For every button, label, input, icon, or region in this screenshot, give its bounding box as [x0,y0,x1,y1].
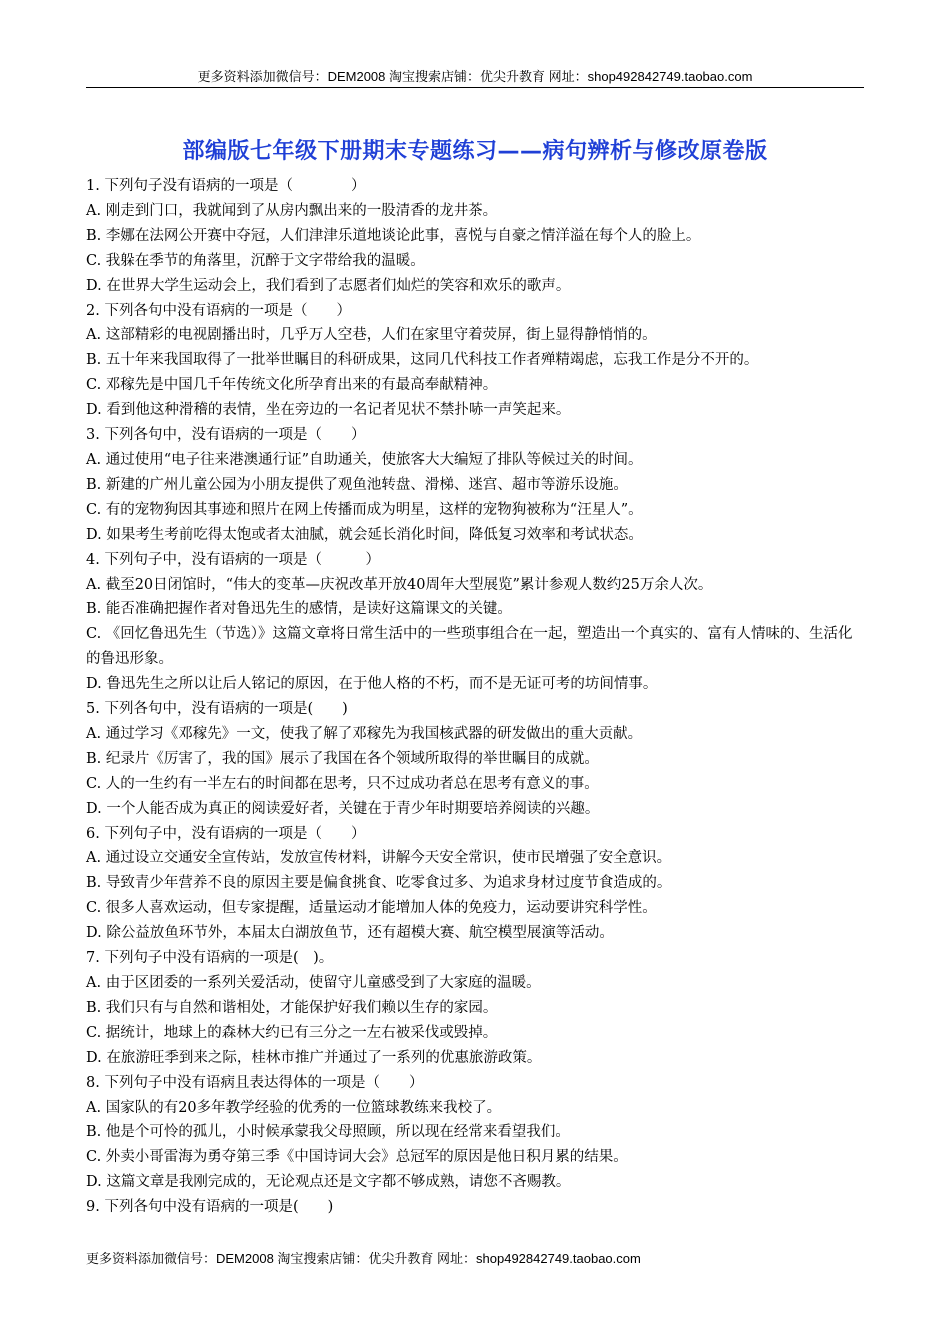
question-list [86,174,866,1220]
question-7-stem: 7. 下列句子中没有语病的一项是( )。 [86,950,334,967]
question-2-stem: 2. 下列各句中没有语病的一项是（ ） [86,302,351,319]
question-7-option-d: D. 在旅游旺季到来之际，桂林市推广并通过了一系列的优惠旅游政策。 [86,1049,542,1066]
question-4-option-a: A. 截至20日闭馆时，“伟大的变革—庆祝改革开放40周年大型展览”累计参观人数约25万余人次。 [86,576,713,593]
question-8-option-d: D. 这篇文章是我刚完成的，无论观点还是文字都不够成熟，请您不吝赐教。 [86,1174,571,1191]
question-5-option-a: A. 通过学习《邓稼先》一文，使我了解了邓稼先为我国核武器的研发做出的重大贡献。 [86,725,643,742]
question-5-option-d: D. 一个人能否成为真正的阅读爱好者，关键在于青少年时期要培养阅读的兴趣。 [86,800,600,817]
question-6-option-c: C. 很多人喜欢运动，但专家提醒，适量运动才能增加人体的免疫力，运动要讲究科学性。 [86,900,657,917]
question-2-option-a: A. 这部精彩的电视剧播出时，几乎万人空巷，人们在家里守着荧屏，街上显得静悄悄的。 [86,327,657,344]
document-title: 部编版七年级下册期末专题练习——病句辨析与修改原卷版 [182,139,768,164]
question-6-option-a: A. 通过设立交通安全宣传站，发放宣传材料，讲解今天安全常识，使市民增强了安全意识。 [86,850,672,867]
question-3-option-b: B. 新建的广州儿童公园为小朋友提供了观鱼池转盘、滑梯、迷宫、超市等游乐设施。 [86,476,628,493]
page-header: 更多资料添加微信号：DEM2008 淘宝搜索店铺：优尖升教育 网址：shop492842749.taobao.com [197,69,753,84]
question-5-stem: 5. 下列各句中，没有语病的一项是( ) [86,701,348,718]
question-3-option-a: A. 通过使用“电子往来港澳通行证”自助通关，使旅客大大编短了排队等候过关的时间。 [86,451,643,468]
question-8-option-c: C. 外卖小哥雷海为勇夺第三季《中国诗词大会》总冠军的原因是他日积月累的结果。 [86,1149,628,1166]
question-8-option-a: A. 国家队的有20多年教学经验的优秀的一位篮球教练来我校了。 [86,1099,502,1116]
question-4-option-d: D. 鲁迅先生之所以让后人铭记的原因，在于他人格的不朽，而不是无证可考的坊间情事。 [86,676,658,693]
question-3-option-d: D. 如果考生考前吃得太饱或者太油腻，就会延长消化时间，降低复习效率和考试状态。 [86,526,643,543]
question-2-option-c: C. 邓稼先是中国几千年传统文化所孕育出来的有最高奉献精神。 [86,377,498,394]
header-rule [86,87,864,88]
question-3-stem: 3. 下列各句中，没有语病的一项是（ ） [86,427,366,444]
question-5-option-b: B. 纪录片《厉害了，我的国》展示了我国在各个领域所取得的举世瞩目的成就。 [86,750,599,767]
question-9-stem: 9. 下列各句中没有语病的一项是( ) [86,1199,334,1216]
question-1-option-d: D. 在世界大学生运动会上，我们看到了志愿者们灿烂的笑容和欢乐的歌声。 [86,277,571,294]
question-4-stem: 4. 下列句子中，没有语病的一项是（ ） [86,551,380,568]
question-7-option-b: B. 我们只有与自然和谐相处，才能保护好我们赖以生存的家园。 [86,999,498,1016]
question-1-stem: 1. 下列句子没有语病的一项是（ ） [86,178,366,194]
question-7-option-a: A. 由于区团委的一系列关爱活动，使留守儿童感受到了大家庭的温暖。 [86,975,541,991]
question-2-option-d: D. 看到他这种滑稽的表情，坐在旁边的一名记者见状不禁扑哧一声笑起来。 [86,402,571,419]
question-2-option-b: B. 五十年来我国取得了一批举世瞩目的科研成果，这同几代科技工作者殚精竭虑，忘我工作是分不开的。 [86,352,759,369]
question-6-option-b: B. 导致青少年营养不良的原因主要是偏食挑食、吃零食过多、为追求身材过度节食造成的。 [86,875,672,892]
question-8-option-b: B. 他是个可怜的孤儿，小时候承蒙我父母照顾，所以现在经常来看望我们。 [86,1124,570,1141]
question-6-stem: 6. 下列句子中，没有语病的一项是（ ） [86,825,366,842]
question-4-option-c: C. 《回忆鲁迅先生（节选）》这篇文章将日常生活中的一些琐事组合在一起，塑造出一个真实的、富有人情味的、生活化的鲁迅形象。 [86,626,853,668]
question-5-option-c: C. 人的一生约有一半左右的时间都在思考，只不过成功者总在思考有意义的事。 [86,775,599,792]
question-1-option-c: C. 我躲在季节的角落里，沉醉于文字带给我的温暖。 [86,252,425,269]
question-6-option-d: D. 除公益放鱼环节外，本届太白湖放鱼节，还有超模大赛、航空模型展演等活动。 [86,925,614,942]
question-1-option-a: A. 刚走到门口，我就闻到了从房内飘出来的一股清香的龙井茶。 [86,202,498,219]
question-7-option-c: C. 据统计，地球上的森林大约已有三分之一左右被采伐或毁掉。 [86,1024,498,1041]
page-footer: 更多资料添加微信号：DEM2008 淘宝搜索店铺：优尖升教育 网址：shop492842749.taobao.com [86,1251,641,1266]
question-1-option-b: B. 李娜在法网公开赛中夺冠，人们津津乐道地谈论此事，喜悦与自豪之情洋溢在每个人的脸上。 [86,227,701,244]
question-8-stem: 8. 下列句子中没有语病且表达得体的一项是（ ） [86,1074,424,1091]
question-3-option-c: C. 有的宠物狗因其事迹和照片在网上传播而成为明星，这样的宠物狗被称为“汪星人”。 [86,501,643,518]
question-4-option-b: B. 能否准确把握作者对鲁迅先生的感情，是读好这篇课文的关键。 [86,601,512,618]
